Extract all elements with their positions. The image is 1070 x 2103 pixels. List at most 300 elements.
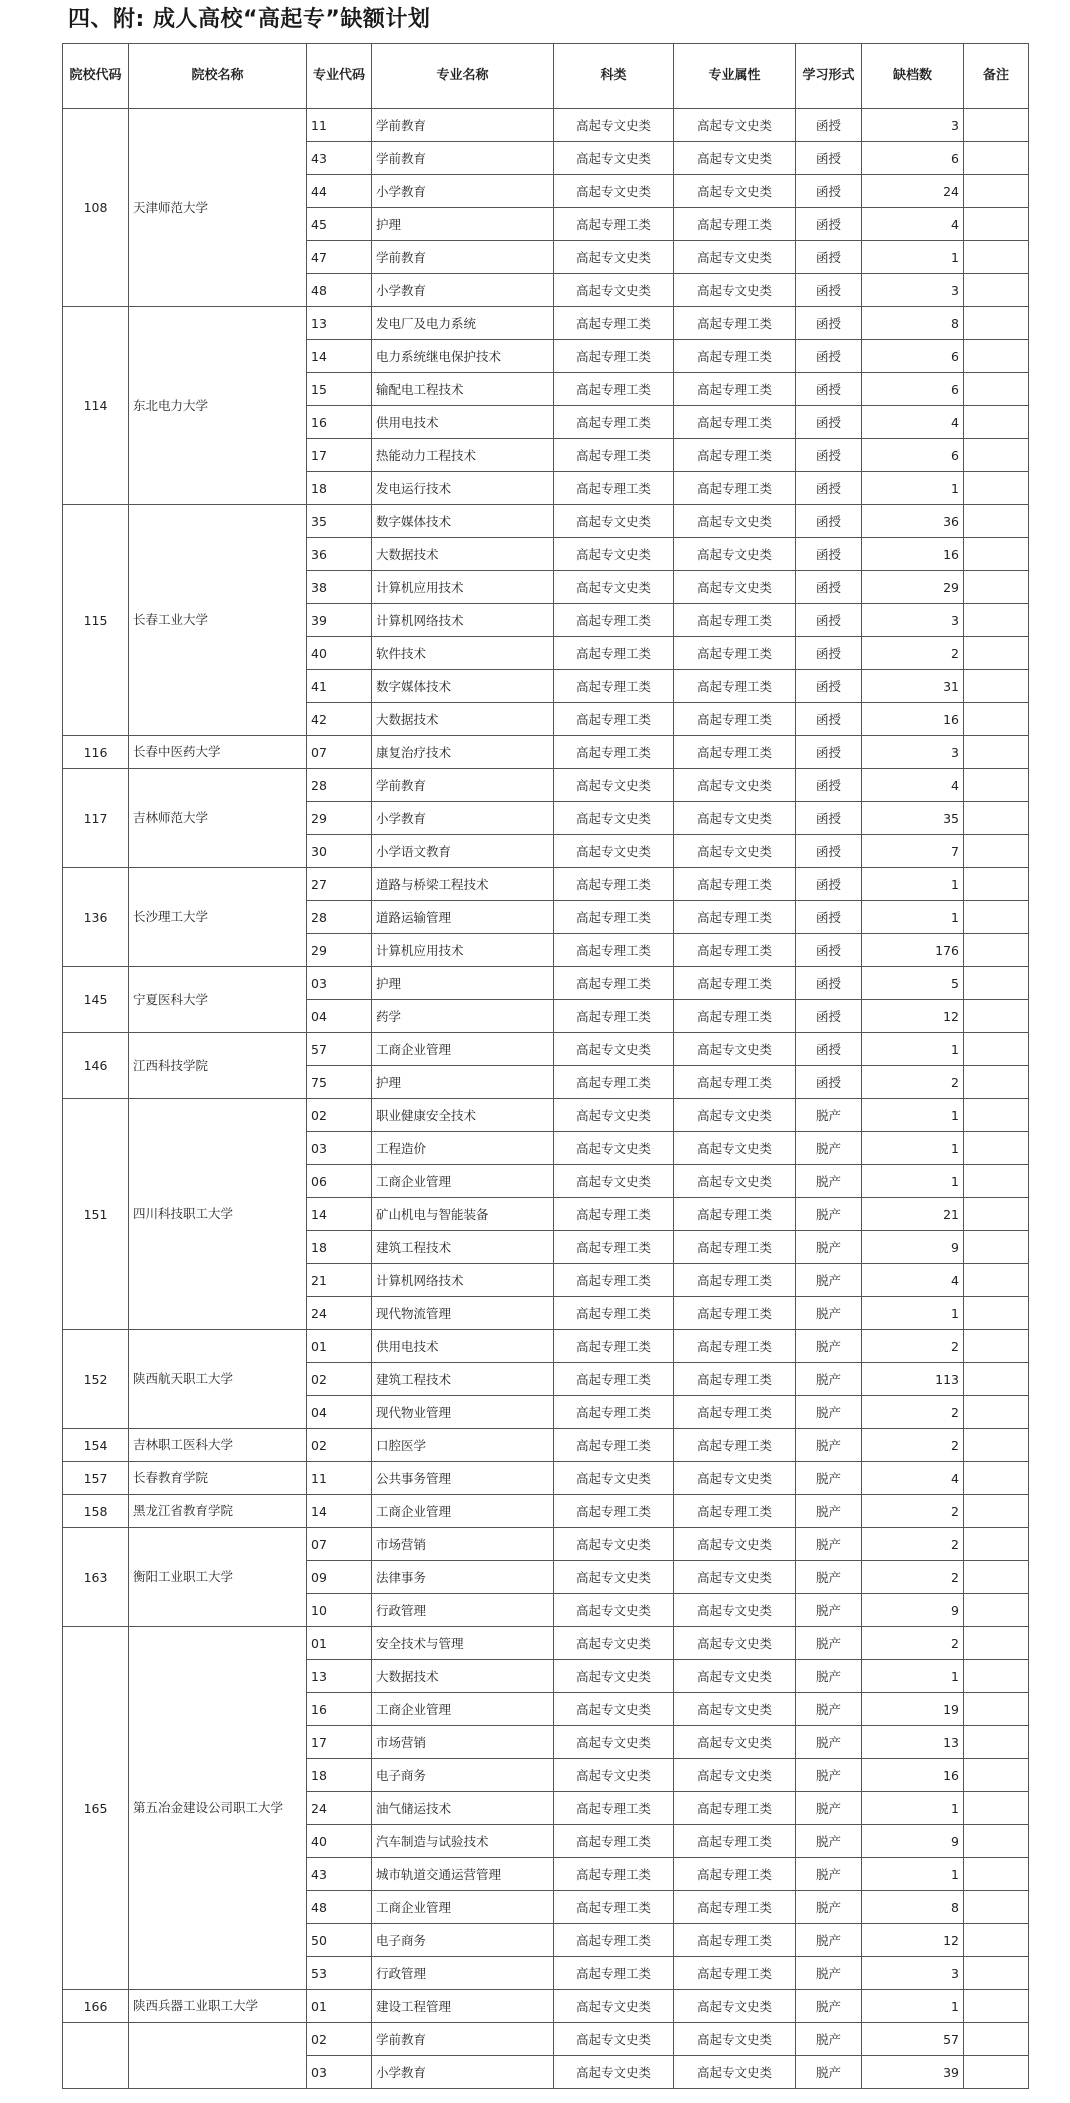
header-major-code: 专业代码 bbox=[307, 44, 372, 109]
major-code-cell: 17 bbox=[307, 439, 372, 472]
table-row bbox=[63, 868, 1029, 901]
category-cell: 高起专理工类 bbox=[554, 1429, 674, 1462]
vacancy-count-cell: 2 bbox=[862, 1429, 964, 1462]
category-cell: 高起专理工类 bbox=[554, 208, 674, 241]
major-code-cell: 42 bbox=[307, 703, 372, 736]
major-code-cell: 18 bbox=[307, 1759, 372, 1792]
category-cell: 高起专文史类 bbox=[554, 175, 674, 208]
study-form-cell: 脱产 bbox=[796, 1132, 862, 1165]
vacancy-count-cell: 1 bbox=[862, 1660, 964, 1693]
study-form-cell: 函授 bbox=[796, 142, 862, 175]
category-cell: 高起专理工类 bbox=[554, 736, 674, 769]
remarks-cell bbox=[964, 1198, 1029, 1231]
major-name-cell: 计算机网络技术 bbox=[372, 604, 554, 637]
major-code-cell: 07 bbox=[307, 1528, 372, 1561]
remarks-cell bbox=[964, 1957, 1029, 1990]
major-attribute-cell: 高起专文史类 bbox=[674, 538, 796, 571]
remarks-cell bbox=[964, 1660, 1029, 1693]
major-attribute-cell: 高起专文史类 bbox=[674, 835, 796, 868]
major-name-cell: 安全技术与管理 bbox=[372, 1627, 554, 1660]
school-name-cell: 四川科技职工大学 bbox=[129, 1099, 307, 1330]
school-name-cell: 长春工业大学 bbox=[129, 505, 307, 736]
study-form-cell: 函授 bbox=[796, 604, 862, 637]
remarks-cell bbox=[964, 472, 1029, 505]
remarks-cell bbox=[964, 1924, 1029, 1957]
remarks-cell bbox=[964, 1363, 1029, 1396]
major-code-cell: 47 bbox=[307, 241, 372, 274]
header-school-code: 院校代码 bbox=[63, 44, 129, 109]
major-name-cell: 护理 bbox=[372, 967, 554, 1000]
major-name-cell: 公共事务管理 bbox=[372, 1462, 554, 1495]
study-form-cell: 函授 bbox=[796, 571, 862, 604]
study-form-cell: 函授 bbox=[796, 109, 862, 142]
major-code-cell: 18 bbox=[307, 1231, 372, 1264]
major-code-cell: 03 bbox=[307, 1132, 372, 1165]
major-code-cell: 48 bbox=[307, 1891, 372, 1924]
major-attribute-cell: 高起专文史类 bbox=[674, 505, 796, 538]
header-major-attribute: 专业属性 bbox=[674, 44, 796, 109]
study-form-cell: 脱产 bbox=[796, 1363, 862, 1396]
major-name-cell: 小学教育 bbox=[372, 175, 554, 208]
study-form-cell: 脱产 bbox=[796, 1198, 862, 1231]
study-form-cell: 函授 bbox=[796, 670, 862, 703]
major-code-cell: 24 bbox=[307, 1792, 372, 1825]
major-attribute-cell: 高起专理工类 bbox=[674, 1264, 796, 1297]
vacancy-count-cell: 9 bbox=[862, 1594, 964, 1627]
vacancy-count-cell: 1 bbox=[862, 1099, 964, 1132]
major-attribute-cell: 高起专理工类 bbox=[674, 1396, 796, 1429]
major-attribute-cell: 高起专理工类 bbox=[674, 1000, 796, 1033]
remarks-cell bbox=[964, 1000, 1029, 1033]
category-cell: 高起专理工类 bbox=[554, 703, 674, 736]
table-body bbox=[63, 109, 1029, 2089]
major-attribute-cell: 高起专理工类 bbox=[674, 472, 796, 505]
header-school-name: 院校名称 bbox=[129, 44, 307, 109]
major-code-cell: 48 bbox=[307, 274, 372, 307]
major-code-cell: 21 bbox=[307, 1264, 372, 1297]
remarks-cell bbox=[964, 2023, 1029, 2056]
major-code-cell: 09 bbox=[307, 1561, 372, 1594]
major-name-cell: 学前教育 bbox=[372, 142, 554, 175]
table-row bbox=[63, 109, 1029, 142]
category-cell: 高起专理工类 bbox=[554, 1000, 674, 1033]
major-attribute-cell: 高起专理工类 bbox=[674, 373, 796, 406]
remarks-cell bbox=[964, 340, 1029, 373]
header-category: 科类 bbox=[554, 44, 674, 109]
major-name-cell: 口腔医学 bbox=[372, 1429, 554, 1462]
category-cell: 高起专文史类 bbox=[554, 1660, 674, 1693]
major-attribute-cell: 高起专理工类 bbox=[674, 1792, 796, 1825]
major-code-cell: 02 bbox=[307, 2023, 372, 2056]
major-attribute-cell: 高起专理工类 bbox=[674, 1231, 796, 1264]
major-attribute-cell: 高起专文史类 bbox=[674, 1132, 796, 1165]
major-code-cell: 45 bbox=[307, 208, 372, 241]
school-name-cell: 黑龙江省教育学院 bbox=[129, 1495, 307, 1528]
category-cell: 高起专文史类 bbox=[554, 2056, 674, 2089]
major-attribute-cell: 高起专理工类 bbox=[674, 736, 796, 769]
header-vacancy-count: 缺档数 bbox=[862, 44, 964, 109]
category-cell: 高起专理工类 bbox=[554, 1231, 674, 1264]
major-name-cell: 学前教育 bbox=[372, 241, 554, 274]
major-attribute-cell: 高起专文史类 bbox=[674, 1759, 796, 1792]
remarks-cell bbox=[964, 769, 1029, 802]
school-name-cell: 长春中医药大学 bbox=[129, 736, 307, 769]
vacancy-count-cell: 6 bbox=[862, 373, 964, 406]
major-code-cell: 01 bbox=[307, 1990, 372, 2023]
school-code-cell: 136 bbox=[63, 868, 129, 967]
major-attribute-cell: 高起专理工类 bbox=[674, 406, 796, 439]
study-form-cell: 脱产 bbox=[796, 1231, 862, 1264]
study-form-cell: 函授 bbox=[796, 1033, 862, 1066]
major-attribute-cell: 高起专文史类 bbox=[674, 142, 796, 175]
major-name-cell: 小学教育 bbox=[372, 2056, 554, 2089]
category-cell: 高起专理工类 bbox=[554, 670, 674, 703]
remarks-cell bbox=[964, 835, 1029, 868]
major-name-cell: 道路与桥梁工程技术 bbox=[372, 868, 554, 901]
header-remarks: 备注 bbox=[964, 44, 1029, 109]
study-form-cell: 函授 bbox=[796, 637, 862, 670]
major-attribute-cell: 高起专文史类 bbox=[674, 1165, 796, 1198]
category-cell: 高起专理工类 bbox=[554, 307, 674, 340]
vacancy-count-cell: 1 bbox=[862, 472, 964, 505]
remarks-cell bbox=[964, 1759, 1029, 1792]
remarks-cell bbox=[964, 1627, 1029, 1660]
major-name-cell: 学前教育 bbox=[372, 109, 554, 142]
remarks-cell bbox=[964, 1825, 1029, 1858]
major-code-cell: 07 bbox=[307, 736, 372, 769]
table-row bbox=[63, 1627, 1029, 1660]
study-form-cell: 函授 bbox=[796, 835, 862, 868]
school-code-cell bbox=[63, 2023, 129, 2089]
study-form-cell: 函授 bbox=[796, 307, 862, 340]
major-code-cell: 44 bbox=[307, 175, 372, 208]
major-attribute-cell: 高起专理工类 bbox=[674, 1429, 796, 1462]
major-code-cell: 04 bbox=[307, 1396, 372, 1429]
table-row bbox=[63, 769, 1029, 802]
category-cell: 高起专文史类 bbox=[554, 538, 674, 571]
category-cell: 高起专理工类 bbox=[554, 934, 674, 967]
major-name-cell: 法律事务 bbox=[372, 1561, 554, 1594]
major-name-cell: 护理 bbox=[372, 208, 554, 241]
table-row bbox=[63, 1495, 1029, 1528]
school-name-cell: 第五冶金建设公司职工大学 bbox=[129, 1627, 307, 1990]
study-form-cell: 函授 bbox=[796, 472, 862, 505]
category-cell: 高起专理工类 bbox=[554, 406, 674, 439]
major-code-cell: 39 bbox=[307, 604, 372, 637]
study-form-cell: 脱产 bbox=[796, 1495, 862, 1528]
major-code-cell: 28 bbox=[307, 769, 372, 802]
category-cell: 高起专理工类 bbox=[554, 1297, 674, 1330]
vacancy-count-cell: 9 bbox=[862, 1231, 964, 1264]
remarks-cell bbox=[964, 802, 1029, 835]
vacancy-count-cell: 1 bbox=[862, 1033, 964, 1066]
school-name-cell: 陕西航天职工大学 bbox=[129, 1330, 307, 1429]
category-cell: 高起专理工类 bbox=[554, 901, 674, 934]
major-attribute-cell: 高起专理工类 bbox=[674, 703, 796, 736]
study-form-cell: 脱产 bbox=[796, 1726, 862, 1759]
category-cell: 高起专理工类 bbox=[554, 1792, 674, 1825]
vacancy-count-cell: 4 bbox=[862, 1462, 964, 1495]
vacancy-count-cell: 12 bbox=[862, 1924, 964, 1957]
category-cell: 高起专理工类 bbox=[554, 604, 674, 637]
major-code-cell: 38 bbox=[307, 571, 372, 604]
vacancy-count-cell: 31 bbox=[862, 670, 964, 703]
major-code-cell: 14 bbox=[307, 340, 372, 373]
major-attribute-cell: 高起专文史类 bbox=[674, 1990, 796, 2023]
vacancy-count-cell: 2 bbox=[862, 1528, 964, 1561]
school-name-cell: 衡阳工业职工大学 bbox=[129, 1528, 307, 1627]
vacancy-count-cell: 3 bbox=[862, 109, 964, 142]
category-cell: 高起专理工类 bbox=[554, 1264, 674, 1297]
major-attribute-cell: 高起专理工类 bbox=[674, 1924, 796, 1957]
category-cell: 高起专文史类 bbox=[554, 1726, 674, 1759]
table-row bbox=[63, 2023, 1029, 2056]
vacancy-count-cell: 8 bbox=[862, 307, 964, 340]
study-form-cell: 脱产 bbox=[796, 1594, 862, 1627]
major-name-cell: 护理 bbox=[372, 1066, 554, 1099]
remarks-cell bbox=[964, 868, 1029, 901]
major-name-cell: 工商企业管理 bbox=[372, 1165, 554, 1198]
major-name-cell: 软件技术 bbox=[372, 637, 554, 670]
study-form-cell: 脱产 bbox=[796, 1924, 862, 1957]
school-name-cell: 长春教育学院 bbox=[129, 1462, 307, 1495]
category-cell: 高起专理工类 bbox=[554, 1858, 674, 1891]
category-cell: 高起专理工类 bbox=[554, 1924, 674, 1957]
major-code-cell: 30 bbox=[307, 835, 372, 868]
major-name-cell: 大数据技术 bbox=[372, 703, 554, 736]
major-name-cell: 现代物流管理 bbox=[372, 1297, 554, 1330]
major-name-cell: 职业健康安全技术 bbox=[372, 1099, 554, 1132]
major-code-cell: 03 bbox=[307, 2056, 372, 2089]
major-code-cell: 40 bbox=[307, 1825, 372, 1858]
category-cell: 高起专文史类 bbox=[554, 769, 674, 802]
major-name-cell: 行政管理 bbox=[372, 1957, 554, 1990]
study-form-cell: 脱产 bbox=[796, 1330, 862, 1363]
vacancy-count-cell: 19 bbox=[862, 1693, 964, 1726]
vacancy-count-cell: 4 bbox=[862, 406, 964, 439]
major-name-cell: 药学 bbox=[372, 1000, 554, 1033]
major-attribute-cell: 高起专理工类 bbox=[674, 340, 796, 373]
remarks-cell bbox=[964, 1396, 1029, 1429]
school-code-cell: 146 bbox=[63, 1033, 129, 1099]
category-cell: 高起专文史类 bbox=[554, 1132, 674, 1165]
major-attribute-cell: 高起专理工类 bbox=[674, 307, 796, 340]
study-form-cell: 函授 bbox=[796, 373, 862, 406]
major-attribute-cell: 高起专理工类 bbox=[674, 1957, 796, 1990]
major-attribute-cell: 高起专文史类 bbox=[674, 1627, 796, 1660]
major-code-cell: 01 bbox=[307, 1627, 372, 1660]
remarks-cell bbox=[964, 1594, 1029, 1627]
vacancy-count-cell: 16 bbox=[862, 703, 964, 736]
study-form-cell: 函授 bbox=[796, 901, 862, 934]
major-code-cell: 16 bbox=[307, 1693, 372, 1726]
study-form-cell: 脱产 bbox=[796, 1759, 862, 1792]
major-code-cell: 75 bbox=[307, 1066, 372, 1099]
major-name-cell: 计算机应用技术 bbox=[372, 571, 554, 604]
category-cell: 高起专文史类 bbox=[554, 1561, 674, 1594]
study-form-cell: 脱产 bbox=[796, 2056, 862, 2089]
study-form-cell: 函授 bbox=[796, 1000, 862, 1033]
table-row bbox=[63, 967, 1029, 1000]
remarks-cell bbox=[964, 1891, 1029, 1924]
remarks-cell bbox=[964, 736, 1029, 769]
major-name-cell: 建筑工程技术 bbox=[372, 1363, 554, 1396]
study-form-cell: 脱产 bbox=[796, 1561, 862, 1594]
vacancy-count-cell: 8 bbox=[862, 1891, 964, 1924]
major-name-cell: 电子商务 bbox=[372, 1924, 554, 1957]
study-form-cell: 函授 bbox=[796, 175, 862, 208]
vacancy-count-cell: 2 bbox=[862, 1396, 964, 1429]
vacancy-count-cell: 35 bbox=[862, 802, 964, 835]
major-name-cell: 大数据技术 bbox=[372, 538, 554, 571]
major-attribute-cell: 高起专文史类 bbox=[674, 1726, 796, 1759]
study-form-cell: 脱产 bbox=[796, 1990, 862, 2023]
table-row bbox=[63, 1099, 1029, 1132]
major-code-cell: 57 bbox=[307, 1033, 372, 1066]
study-form-cell: 脱产 bbox=[796, 1792, 862, 1825]
remarks-cell bbox=[964, 505, 1029, 538]
school-code-cell: 158 bbox=[63, 1495, 129, 1528]
category-cell: 高起专理工类 bbox=[554, 1330, 674, 1363]
major-code-cell: 13 bbox=[307, 1660, 372, 1693]
remarks-cell bbox=[964, 175, 1029, 208]
vacancy-count-cell: 7 bbox=[862, 835, 964, 868]
school-code-cell: 154 bbox=[63, 1429, 129, 1462]
vacancy-count-cell: 2 bbox=[862, 1330, 964, 1363]
remarks-cell bbox=[964, 1330, 1029, 1363]
major-name-cell: 工商企业管理 bbox=[372, 1693, 554, 1726]
major-name-cell: 计算机网络技术 bbox=[372, 1264, 554, 1297]
study-form-cell: 脱产 bbox=[796, 1462, 862, 1495]
vacancy-count-cell: 3 bbox=[862, 274, 964, 307]
major-name-cell: 工商企业管理 bbox=[372, 1891, 554, 1924]
school-code-cell: 152 bbox=[63, 1330, 129, 1429]
major-attribute-cell: 高起专文史类 bbox=[674, 109, 796, 142]
vacancy-count-cell: 176 bbox=[862, 934, 964, 967]
remarks-cell bbox=[964, 1792, 1029, 1825]
major-name-cell: 小学语文教育 bbox=[372, 835, 554, 868]
page-title: 四、附: 成人高校“高起专”缺额计划 bbox=[68, 7, 431, 32]
table-row bbox=[63, 1429, 1029, 1462]
major-attribute-cell: 高起专文史类 bbox=[674, 175, 796, 208]
remarks-cell bbox=[964, 1528, 1029, 1561]
major-code-cell: 02 bbox=[307, 1429, 372, 1462]
vacancy-count-cell: 12 bbox=[862, 1000, 964, 1033]
major-code-cell: 29 bbox=[307, 934, 372, 967]
school-code-cell: 166 bbox=[63, 1990, 129, 2023]
major-code-cell: 13 bbox=[307, 307, 372, 340]
vacancy-count-cell: 21 bbox=[862, 1198, 964, 1231]
category-cell: 高起专理工类 bbox=[554, 1495, 674, 1528]
vacancy-count-cell: 1 bbox=[862, 1990, 964, 2023]
major-name-cell: 电力系统继电保护技术 bbox=[372, 340, 554, 373]
major-code-cell: 02 bbox=[307, 1363, 372, 1396]
category-cell: 高起专理工类 bbox=[554, 868, 674, 901]
major-code-cell: 03 bbox=[307, 967, 372, 1000]
major-name-cell: 现代物业管理 bbox=[372, 1396, 554, 1429]
school-name-cell: 长沙理工大学 bbox=[129, 868, 307, 967]
major-name-cell: 计算机应用技术 bbox=[372, 934, 554, 967]
category-cell: 高起专文史类 bbox=[554, 802, 674, 835]
major-attribute-cell: 高起专理工类 bbox=[674, 1330, 796, 1363]
remarks-cell bbox=[964, 1264, 1029, 1297]
major-attribute-cell: 高起专文史类 bbox=[674, 1660, 796, 1693]
category-cell: 高起专理工类 bbox=[554, 1066, 674, 1099]
major-name-cell: 建设工程管理 bbox=[372, 1990, 554, 2023]
vacancy-count-cell: 2 bbox=[862, 1627, 964, 1660]
major-name-cell: 发电厂及电力系统 bbox=[372, 307, 554, 340]
vacancy-count-cell: 2 bbox=[862, 1561, 964, 1594]
study-form-cell: 函授 bbox=[796, 439, 862, 472]
study-form-cell: 函授 bbox=[796, 967, 862, 1000]
major-attribute-cell: 高起专理工类 bbox=[674, 934, 796, 967]
vacancy-count-cell: 4 bbox=[862, 1264, 964, 1297]
category-cell: 高起专文史类 bbox=[554, 2023, 674, 2056]
study-form-cell: 脱产 bbox=[796, 1891, 862, 1924]
header-major-name: 专业名称 bbox=[372, 44, 554, 109]
major-name-cell: 矿山机电与智能装备 bbox=[372, 1198, 554, 1231]
major-code-cell: 50 bbox=[307, 1924, 372, 1957]
category-cell: 高起专文史类 bbox=[554, 571, 674, 604]
study-form-cell: 脱产 bbox=[796, 1858, 862, 1891]
school-name-cell: 江西科技学院 bbox=[129, 1033, 307, 1099]
remarks-cell bbox=[964, 208, 1029, 241]
remarks-cell bbox=[964, 1495, 1029, 1528]
major-name-cell: 汽车制造与试验技术 bbox=[372, 1825, 554, 1858]
category-cell: 高起专理工类 bbox=[554, 373, 674, 406]
remarks-cell bbox=[964, 2056, 1029, 2089]
major-name-cell: 油气储运技术 bbox=[372, 1792, 554, 1825]
school-name-cell bbox=[129, 2023, 307, 2089]
vacancy-count-cell: 2 bbox=[862, 637, 964, 670]
study-form-cell: 函授 bbox=[796, 802, 862, 835]
vacancy-count-cell: 1 bbox=[862, 1297, 964, 1330]
major-code-cell: 06 bbox=[307, 1165, 372, 1198]
category-cell: 高起专文史类 bbox=[554, 1462, 674, 1495]
vacancy-count-cell: 39 bbox=[862, 2056, 964, 2089]
study-form-cell: 函授 bbox=[796, 538, 862, 571]
table-row bbox=[63, 505, 1029, 538]
major-attribute-cell: 高起专理工类 bbox=[674, 604, 796, 637]
major-name-cell: 道路运输管理 bbox=[372, 901, 554, 934]
major-attribute-cell: 高起专文史类 bbox=[674, 1561, 796, 1594]
major-attribute-cell: 高起专文史类 bbox=[674, 1033, 796, 1066]
study-form-cell: 函授 bbox=[796, 868, 862, 901]
header-study-form: 学习形式 bbox=[796, 44, 862, 109]
category-cell: 高起专文史类 bbox=[554, 1033, 674, 1066]
major-name-cell: 建筑工程技术 bbox=[372, 1231, 554, 1264]
school-code-cell: 163 bbox=[63, 1528, 129, 1627]
major-code-cell: 04 bbox=[307, 1000, 372, 1033]
major-code-cell: 53 bbox=[307, 1957, 372, 1990]
school-name-cell: 宁夏医科大学 bbox=[129, 967, 307, 1033]
remarks-cell bbox=[964, 1858, 1029, 1891]
major-code-cell: 14 bbox=[307, 1495, 372, 1528]
remarks-cell bbox=[964, 703, 1029, 736]
major-code-cell: 18 bbox=[307, 472, 372, 505]
major-name-cell: 工程造价 bbox=[372, 1132, 554, 1165]
remarks-cell bbox=[964, 307, 1029, 340]
remarks-cell bbox=[964, 1693, 1029, 1726]
category-cell: 高起专文史类 bbox=[554, 1528, 674, 1561]
major-name-cell: 康复治疗技术 bbox=[372, 736, 554, 769]
school-name-cell: 天津师范大学 bbox=[129, 109, 307, 307]
major-name-cell: 发电运行技术 bbox=[372, 472, 554, 505]
remarks-cell bbox=[964, 901, 1029, 934]
study-form-cell: 脱产 bbox=[796, 1099, 862, 1132]
study-form-cell: 脱产 bbox=[796, 1165, 862, 1198]
major-code-cell: 02 bbox=[307, 1099, 372, 1132]
